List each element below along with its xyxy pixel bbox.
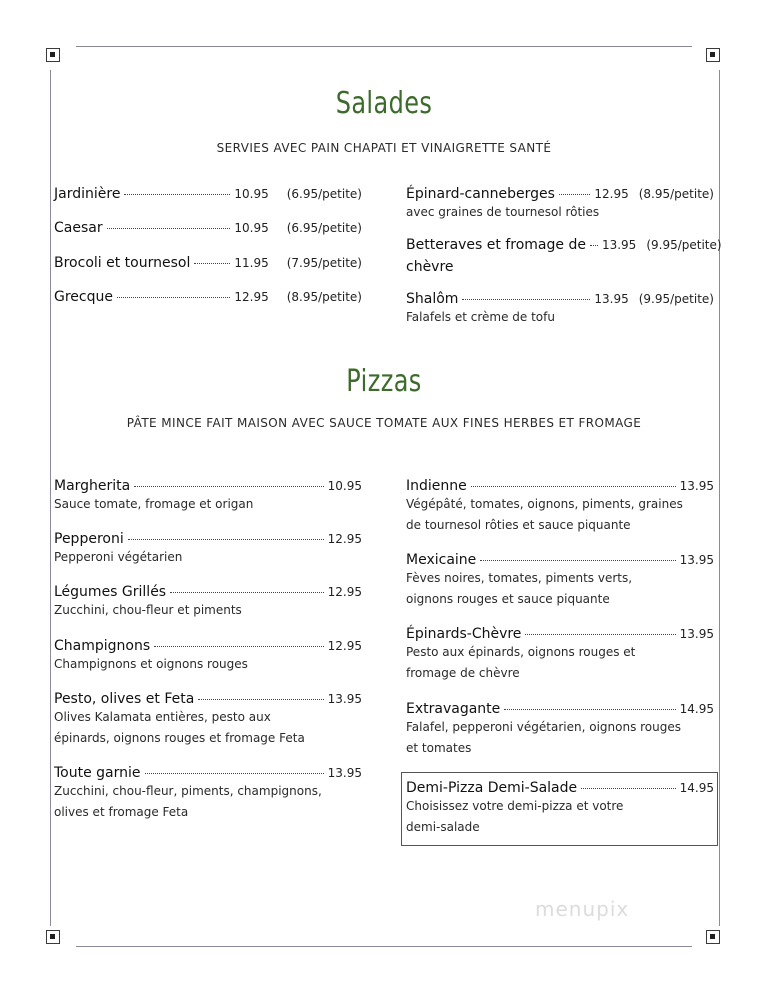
item-price: 13.95 <box>679 553 714 567</box>
item-name: Épinards-Chèvre <box>406 626 522 642</box>
item-name: Betteraves et fromage de <box>406 237 586 253</box>
item-name: Demi-Pizza Demi-Salade <box>406 780 578 796</box>
corner-ornament-top-right <box>706 48 720 62</box>
item-name: Jardinière <box>54 186 121 202</box>
item-price: 13.95 <box>327 766 362 780</box>
pizza-item-demi <box>406 780 714 838</box>
item-description: olives et fromage Feta <box>54 805 189 819</box>
item-price: 10.95 <box>234 221 269 235</box>
frame-top-line <box>76 46 692 47</box>
item-price: 13.95 <box>601 238 637 252</box>
item-petite-price: (6.95/petite) <box>286 221 362 235</box>
item-description: épinards, oignons rouges et fromage Feta <box>54 731 305 745</box>
leader-dots <box>134 486 323 487</box>
item-name: Toute garnie <box>54 765 141 781</box>
item-price: 10.95 <box>327 479 362 493</box>
leader-dots <box>525 634 675 635</box>
pizza-item <box>406 552 714 610</box>
item-description: avec graines de tournesol rôties <box>406 205 600 219</box>
salade-item <box>54 220 362 236</box>
leader-dots <box>128 539 324 540</box>
salades-title: Salades <box>335 86 433 121</box>
item-name-continued: chèvre <box>406 259 454 275</box>
salade-item <box>54 255 362 271</box>
pizza-item <box>406 701 714 759</box>
item-petite-price: (8.95/petite) <box>638 187 714 201</box>
item-name: Mexicaine <box>406 552 477 568</box>
frame-right-line <box>719 70 720 926</box>
item-description: Sauce tomate, fromage et origan <box>54 497 254 511</box>
pizza-item <box>54 765 362 823</box>
item-price: 12.95 <box>327 585 362 599</box>
leader-dots <box>170 592 324 593</box>
pizzas-title: Pizzas <box>346 364 422 399</box>
leader-dots <box>124 194 230 195</box>
item-description: et tomates <box>406 741 472 755</box>
leader-dots <box>504 709 675 710</box>
item-price: 14.95 <box>679 702 714 716</box>
item-description: Pesto aux épinards, oignons rouges et <box>406 645 636 659</box>
leader-dots <box>107 228 231 229</box>
leader-dots <box>145 773 324 774</box>
pizza-item <box>54 638 362 675</box>
item-description: de tournesol rôties et sauce piquante <box>406 518 631 532</box>
pizza-item <box>406 626 714 684</box>
item-petite-price: (9.95/petite) <box>638 292 714 306</box>
leader-dots <box>559 194 590 195</box>
item-description: demi-salade <box>406 820 480 834</box>
pizza-item <box>54 478 362 515</box>
item-name: Pesto, olives et Feta <box>54 691 195 707</box>
salade-item <box>54 289 362 305</box>
item-price: 10.95 <box>234 187 269 201</box>
item-description: Olives Kalamata entières, pesto aux <box>54 710 271 724</box>
pizza-item <box>54 531 362 568</box>
leader-dots <box>471 486 676 487</box>
item-description: Végépâté, tomates, oignons, piments, graines <box>406 497 683 511</box>
pizzas-subtitle: PÂTE MINCE FAIT MAISON AVEC SAUCE TOMATE AUX FINES HERBES ET FROMAGE <box>126 416 642 430</box>
leader-dots <box>480 560 675 561</box>
frame-bottom-line <box>76 946 692 947</box>
leader-dots <box>117 297 230 298</box>
leader-dots <box>590 245 598 246</box>
salade-item <box>406 237 722 275</box>
item-name: Extravagante <box>406 701 501 717</box>
item-description: Zucchini, chou-fleur, piments, champignons, <box>54 784 322 798</box>
item-price: 13.95 <box>679 627 714 641</box>
item-description: Pepperoni végétarien <box>54 550 183 564</box>
pizza-item <box>54 584 362 621</box>
leader-dots <box>462 299 590 300</box>
corner-ornament-bottom-left <box>46 930 60 944</box>
leader-dots <box>581 788 676 789</box>
item-name: Légumes Grillés <box>54 584 167 600</box>
item-name: Indienne <box>406 478 467 494</box>
item-description: Falafels et crème de tofu <box>406 310 555 324</box>
item-petite-price: (9.95/petite) <box>646 238 722 252</box>
item-description: fromage de chèvre <box>406 666 520 680</box>
salade-item <box>406 291 714 328</box>
pizza-item <box>54 691 362 749</box>
leader-dots <box>194 263 230 264</box>
item-price: 12.95 <box>234 290 269 304</box>
item-description: Falafel, pepperoni végétarien, oignons rouges <box>406 720 682 734</box>
item-description: Champignons et oignons rouges <box>54 657 248 671</box>
item-price: 11.95 <box>234 256 269 270</box>
item-petite-price: (6.95/petite) <box>286 187 362 201</box>
item-price: 13.95 <box>594 292 629 306</box>
item-name: Brocoli et tournesol <box>54 255 191 271</box>
salades-subtitle: SERVIES AVEC PAIN CHAPATI ET VINAIGRETTE SANTÉ <box>216 141 552 155</box>
leader-dots <box>198 699 323 700</box>
item-price: 12.95 <box>327 639 362 653</box>
item-name: Épinard-canneberges <box>406 186 555 202</box>
item-name: Caesar <box>54 220 103 236</box>
leader-dots <box>154 646 324 647</box>
item-description: Zucchini, chou-fleur et piments <box>54 603 242 617</box>
item-description: Fèves noires, tomates, piments verts, <box>406 571 633 585</box>
item-description: Choisissez votre demi-pizza et votre <box>406 799 624 813</box>
item-price: 12.95 <box>327 532 362 546</box>
watermark-logo: menupix <box>535 897 630 921</box>
item-price: 12.95 <box>594 187 629 201</box>
item-name: Champignons <box>54 638 151 654</box>
item-name: Grecque <box>54 289 113 305</box>
item-petite-price: (7.95/petite) <box>286 256 362 270</box>
item-price: 14.95 <box>679 781 714 795</box>
frame-left-line <box>50 70 51 926</box>
item-description: oignons rouges et sauce piquante <box>406 592 610 606</box>
item-price: 13.95 <box>327 692 362 706</box>
item-name: Shalôm <box>406 291 459 307</box>
salade-item <box>54 186 362 202</box>
salade-item <box>406 186 714 223</box>
item-price: 13.95 <box>679 479 714 493</box>
corner-ornament-bottom-right <box>706 930 720 944</box>
pizza-item <box>406 478 714 536</box>
item-petite-price: (8.95/petite) <box>286 290 362 304</box>
item-name: Pepperoni <box>54 531 124 547</box>
item-name: Margherita <box>54 478 131 494</box>
corner-ornament-top-left <box>46 48 60 62</box>
